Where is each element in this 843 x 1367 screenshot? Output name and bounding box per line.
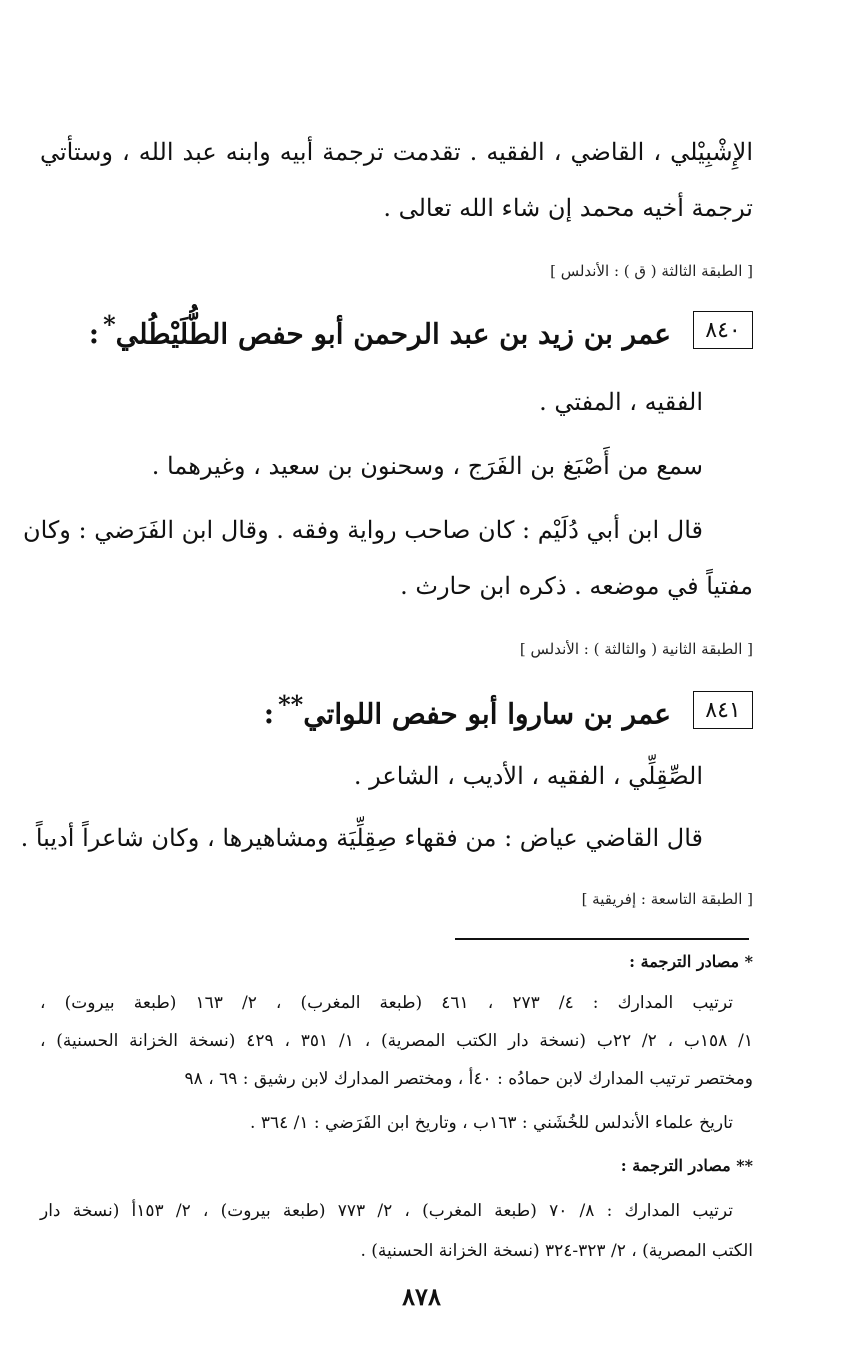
title-colon: : [263, 697, 275, 731]
entry-heading-841 [264, 690, 753, 730]
footnote-marker: * [103, 310, 116, 339]
page-number: ٨٧٨ [402, 1282, 441, 1311]
entry-heading-840 [89, 310, 753, 350]
footnote-line: ومختصر ترتيب المدارك لابن حمادُه : ٤٠أ ، ومختصر المدارك لابن رشيق : ٦٩ ، ٩٨ [184, 1069, 753, 1089]
tabaqa-tag: [ الطبقة الثالثة ( ق ) : الأندلس ] [550, 262, 753, 280]
paragraph-line: ترجمة أخيه محمد إن شاء الله تعالى . [383, 194, 753, 222]
sources-heading: * مصادر الترجمة : [629, 952, 753, 971]
entry-number-box: ٨٤٠ [693, 311, 753, 349]
sources-heading: ** مصادر الترجمة : [620, 1156, 753, 1175]
entry-title [89, 310, 671, 350]
title-colon: : [88, 317, 100, 351]
paragraph-line: قال القاضي عياض : من فقهاء صِقِلِّيَة ومشاهيرها ، وكان شاعراً أديباً . [20, 824, 703, 852]
footnote-line: الكتب المصرية) ، ٢/ ٣٢٣-٣٢٤ (نسخة الخزانة الحسنية) . [360, 1241, 753, 1261]
paragraph-line: الفقيه ، المفتي . [539, 388, 703, 416]
footnote-separator [455, 938, 749, 940]
entry-name: عمر بن ساروا أبو حفص اللواتي [303, 697, 671, 731]
footnote-line: ١/ ١٥٨ب ، ٢/ ٢٢ب (نسخة دار الكتب المصرية) ، ١/ ٣٥١ ، ٤٢٩ (نسخة الخزانة الحسنية) ، [40, 1031, 753, 1051]
entry-number-box: ٨٤١ [693, 691, 753, 729]
tabaqa-tag: [ الطبقة التاسعة : إفريقية ] [581, 890, 753, 908]
entry-name: عمر بن زيد بن عبد الرحمن أبو حفص الطُّلَيْطُلي [115, 317, 671, 351]
entry-title [264, 690, 671, 730]
paragraph-line: مفتياً في موضعه . ذكره ابن حارث . [400, 572, 753, 600]
footnote-line: ترتيب المدارك : ٤/ ٢٧٣ ، ٤٦١ (طبعة المغرب) ، ٢/ ١٦٣ (طبعة بيروت) ، [40, 993, 733, 1013]
paragraph-line: الإِشْبِيْلي ، القاضي ، الفقيه . تقدمت ترجمة أبيه وابنه عبد الله ، وستأتي [40, 138, 753, 166]
paragraph-line: قال ابن أبي دُلَيْم : كان صاحب رواية وفقه . وقال ابن الفَرَضي : وكان [22, 516, 703, 544]
paragraph-line: سمع من أَصْبَغ بن الفَرَج ، وسحنون بن سعيد ، وغيرهما . [151, 452, 703, 480]
footnote-line: ترتيب المدارك : ٨/ ٧٠ (طبعة المغرب) ، ٢/ ٧٧٣ (طبعة بيروت) ، ٢/ ١٥٣أ (نسخة دار [40, 1201, 733, 1221]
paragraph-line: الصِّقِلِّي ، الفقيه ، الأديب ، الشاعر . [353, 762, 703, 790]
footnote-marker: ** [278, 690, 304, 719]
tabaqa-tag: [ الطبقة الثانية ( والثالثة ) : الأندلس ] [519, 640, 753, 658]
footnote-line: تاريخ علماء الأندلس للخُشَني : ١٦٣ب ، وتاريخ ابن الفَرَضي : ١/ ٣٦٤ . [250, 1113, 733, 1133]
